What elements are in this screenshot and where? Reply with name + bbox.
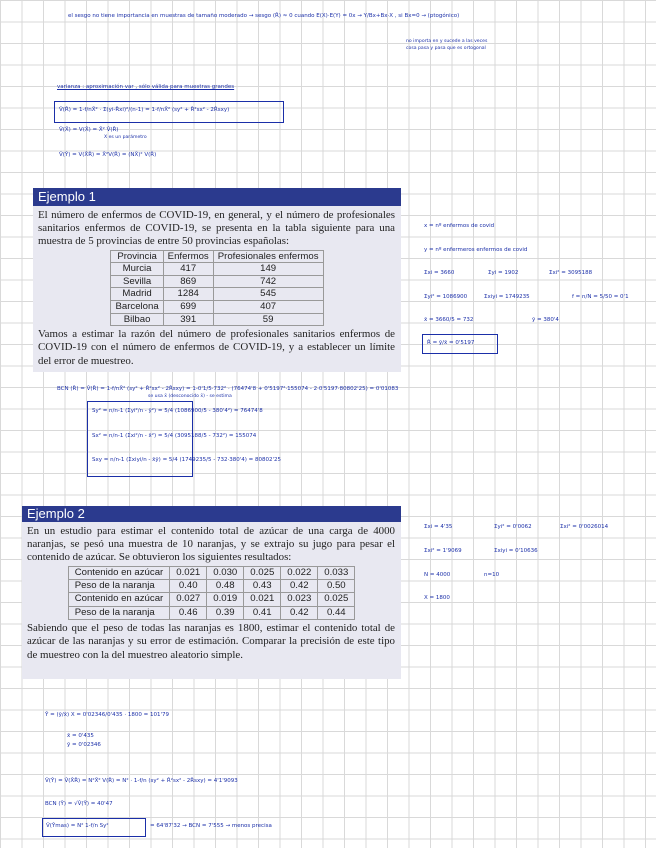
table-cell: 417 (163, 263, 213, 276)
table-cell: 0.46 (170, 606, 207, 619)
table-cell: Murcia (111, 263, 163, 276)
note-bias-line: el sesgo no tiene importancia en muestras de tamaño moderado → sesgo (R̂) ≈ 0 cuando E(X)·E(Y) = 0x → Y/Bx+Bx·X , si Bx=0 → (ptogónico) (68, 13, 460, 19)
table-cell: 0.021 (170, 566, 207, 579)
note-sum-y: Σyi = 1902 (488, 270, 519, 276)
note-bcn: BCN (Ŷ) = √V̂(Ŷ) = 40'47 (45, 801, 113, 807)
table-cell: 0.023 (281, 593, 318, 606)
formula-var-r: V̂(R̂) = 1-f/nX̄² · Σ(yi-R̂xi)²/(n-1) = 1-f/nX̄² (sy² + R̂²sx² - 2R̂sxy) (59, 107, 230, 113)
table-cell: 0.025 (318, 593, 355, 606)
note-sxy: Sxy = n/n-1 (Σxiyi/n - x̄ȳ) = 5/4 (1749235/5 - 732·380'4) = 80802'25 (92, 457, 282, 463)
example-1-title: Ejemplo 1 (33, 188, 401, 206)
example-2-task: Sabiendo que el peso de todas las naranjas es 1800, estimar el contenido total de azúcar de las naranjas y su error de estimación. Comparar la precisión de este tipo de muestreo con la del muestreo aleatorio simple. (27, 622, 395, 661)
note-ex2-X: X = 1800 (424, 595, 450, 601)
table-cell: Barcelona (111, 300, 163, 313)
example-2-intro: En un estudio para estimar el contenido total de azúcar de una carga de 4000 naranjas, se pesó una muestra de 10 naranjas, y se extrajo su jugo para pesar el contenido de azúcar. Se obtuvieron los siguientes resultados: (27, 525, 395, 564)
note-rhat: R̂ = ȳ/x̄ = 0'5197 (427, 340, 475, 346)
example-2-title: Ejemplo 2 (22, 506, 401, 522)
table-cell: 0.40 (170, 580, 207, 593)
table-cell: 0.48 (207, 580, 244, 593)
example-1-card (33, 188, 401, 372)
example-2-card (22, 506, 401, 679)
table-row (111, 300, 323, 313)
table-cell: 699 (163, 300, 213, 313)
table-row (111, 275, 323, 288)
table-row (68, 566, 355, 579)
note-mas: V̂(Ŷmas) = N² 1-f/n Sy² (46, 823, 109, 829)
note-sum-y2: Σyi² = 1086900 (424, 294, 468, 300)
note-ex2-sum-y2: Σyi² = 0'0062 (494, 524, 532, 530)
note-y-def: y = nº enfermeros enfermos de covid (424, 247, 528, 253)
table-cell: 0.021 (244, 593, 281, 606)
note-sum-xy: Σxiyi = 1749235 (484, 294, 530, 300)
note-var-yhat: V̂(Ŷ) = V̂(X̂R̂) = N²X̄² V(R̂) = N² · 1-f/n (sy² + R̂²sx² - 2R̂sxy) = 4'1'9093 (45, 778, 238, 784)
note-mas-result: = 64'87'32 → BCN = 7'555 → menos precisa (150, 823, 272, 829)
note-ex2-n: n=10 (484, 572, 500, 578)
table-cell: 545 (213, 288, 323, 301)
note-sx2: Sx² = n/n-1 (Σxi²/n - x̄²) = 5/4 (3095188/5 - 732²) = 155074 (92, 433, 257, 439)
note-bound-sub: se usa x̄ (desconocido x̄) - se estima (148, 394, 232, 399)
table-cell: Bilbao (111, 313, 163, 326)
table-header-row (111, 250, 323, 263)
note-ex2-sum-x: Σxi = 4'35 (424, 524, 453, 530)
table-cell: Peso de la naranja (68, 606, 170, 619)
note-orthogonal-1: no importa en y sucede a las veces (406, 39, 488, 44)
note-sum-x: Σxi = 3660 (424, 270, 455, 276)
note-orthogonal-2: cosa pasa y pasa que es ortogonal (406, 46, 486, 51)
note-bound: BCN (R̂) = V̂(R̂) = 1-f/nX̄² (sy² + R̂²sx² - 2R̂sxy) = 1-0'1/5·732² · (76474'8 + 0'5197²·155074 - 2·0'5197·80802'25) = 0'01083 (57, 386, 399, 392)
note-ex2-sum-x2: Σxi² = 0'0026014 (560, 524, 609, 530)
table-header-cell: Profesionales enfermos (213, 250, 323, 263)
table-cell: 0.027 (170, 593, 207, 606)
table-cell: 0.39 (207, 606, 244, 619)
table-row (68, 593, 355, 606)
note-xbar2: x̄ = 0'435 (67, 733, 94, 739)
table-cell: 0.033 (318, 566, 355, 579)
formula-var-x: V̂(X̂) = V(X̂) = X̄² V̂(R̂) (59, 127, 119, 133)
note-ybar: ȳ = 380'4 (532, 317, 559, 323)
formula-var-y: V̂(Ŷ) = V(X̂R̂) = X̄²V(R̂) = (NX̄)² V(R̂) (59, 152, 157, 158)
table-cell: 0.43 (244, 580, 281, 593)
table-cell: Contenido en azúcar (68, 593, 170, 606)
table-row (111, 263, 323, 276)
note-ex2-sum-xy: Σxiyi = 0'10636 (494, 548, 538, 554)
table-cell: 742 (213, 275, 323, 288)
table-cell: Madrid (111, 288, 163, 301)
note-yhat: Ŷ = (ȳ/x̄) X = 0'02346/0'435 · 1800 = 101'79 (45, 712, 169, 718)
table-cell: 0.44 (318, 606, 355, 619)
table-cell: Contenido en azúcar (68, 566, 170, 579)
table-cell: 0.022 (281, 566, 318, 579)
table-cell: Sevilla (111, 275, 163, 288)
table-cell: 407 (213, 300, 323, 313)
table-cell: 0.42 (281, 606, 318, 619)
table-cell: 391 (163, 313, 213, 326)
note-varianza-label: varianza : aproximación var , sólo válida para muestras grandes (57, 84, 235, 90)
table-cell: 0.50 (318, 580, 355, 593)
note-fraction: f = n/N = 5/50 = 0'1 (572, 294, 629, 300)
table-row (68, 580, 355, 593)
table-cell: 149 (213, 263, 323, 276)
table-row (68, 606, 355, 619)
table-cell: 869 (163, 275, 213, 288)
note-sum-x2: Σxi² = 3095188 (549, 270, 593, 276)
note-xbar: x̄ = 3660/5 = 732 (424, 317, 474, 323)
note-ex2-N: N = 4000 (424, 572, 451, 578)
table-cell: 0.42 (281, 580, 318, 593)
table-cell: 59 (213, 313, 323, 326)
note-ybar2: ȳ = 0'02346 (67, 742, 101, 748)
table-cell: 0.025 (244, 566, 281, 579)
example-2-table (68, 566, 356, 621)
example-1-task: Vamos a estimar la razón del número de profesionales sanitarios enfermos de COVID-19 con el número de enfermos de COVID-19, y a establecer un límite del error de muestreo. (38, 328, 395, 367)
example-1-intro: El número de enfermos de COVID-19, en general, y el número de profesionales sanitarios enfermos de COVID-19, se presenta en la tabla siguiente para una muestra de 5 provincias de entre 50 provincias españolas: (38, 209, 395, 248)
table-cell: Peso de la naranja (68, 580, 170, 593)
example-1-table (110, 250, 323, 327)
note-ex2-sum-x2b: Σxi² = 1'9069 (424, 548, 462, 554)
table-row (111, 288, 323, 301)
table-cell: 0.030 (207, 566, 244, 579)
table-header-cell: Enfermos (163, 250, 213, 263)
table-cell: 1284 (163, 288, 213, 301)
note-x-def: x = nº enfermos de covid (424, 223, 495, 229)
formula-note: X es un parámetro (104, 135, 147, 140)
table-cell: 0.019 (207, 593, 244, 606)
table-header-cell: Provincia (111, 250, 163, 263)
note-sy2: Sy² = n/n-1 (Σyi²/n - ȳ²) = 5/4 (1086900/5 - 380'4²) = 76474'8 (92, 408, 263, 414)
table-cell: 0.41 (244, 606, 281, 619)
table-row (111, 313, 323, 326)
